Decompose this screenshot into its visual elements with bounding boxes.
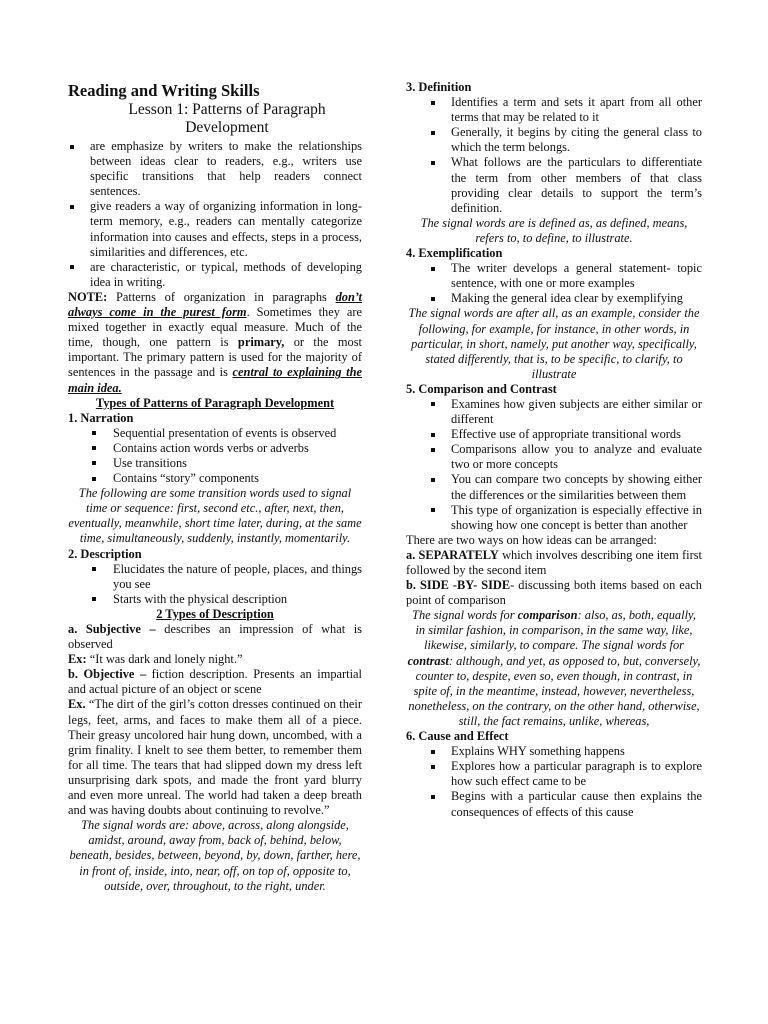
description-types-heading: 2 Types of Description: [156, 606, 274, 621]
list-item: You can compare two concepts by showing either the differences or the similarities between them: [406, 472, 702, 502]
separately-label: a. SEPARATELY: [406, 547, 499, 562]
right-column: [406, 80, 702, 820]
objective-paragraph: [68, 667, 362, 697]
note-paragraph: [68, 290, 362, 396]
lesson-title: Lesson 1: Patterns of Paragraph Development: [128, 101, 326, 136]
exemplification-signal-words: The signal words are after all, as an example, consider the following, for example, for instance, in other words, in particular, in short, namely, put another way, specifically, stated differently, that is, to be specific, to clarify, to illustrate: [408, 306, 700, 381]
side-by-side-label: b. SIDE -BY- SIDE: [406, 578, 511, 593]
example-text: “The dirt of the girl’s cotton dresses continued on their legs, feet, arms, and faces to make them all of a piece. Their greasy uncolored hair hung down, uncombed, with a grim finality. I knelt to see them better, to remember them for all time. The tears that had slipped down my dress left unsurprising dark spots, and made the front yard blurry and even more unreal. The world had taken a deep breath and was having doubts about continuing to revolve.”: [68, 697, 362, 818]
narration-bullet-list: [68, 426, 362, 486]
example-one: [68, 652, 362, 667]
list-item: This type of organization is especially effective in showing how one concept is better than another: [406, 503, 702, 533]
list-item: Use transitions: [68, 456, 362, 471]
list-item: are characteristic, or typical, methods of developing idea in writing.: [68, 260, 362, 290]
note-label: NOTE:: [68, 289, 108, 304]
list-item: Contains action words verbs or adverbs: [68, 441, 362, 456]
narration-heading: 1. Narration: [68, 410, 134, 425]
description-heading: 2. Description: [68, 546, 142, 561]
intro-bullet-list: [68, 139, 362, 290]
signal-text: : although, and yet, as opposed to, but, conversely, counter to, despite, even so, even though, in contrast, in spite of, in the meantime, instead, however, nevertheless, nonetheless, on the contrary, on the other hand, otherwise, still, the fact remains, unlike, whereas,: [408, 653, 701, 728]
list-item: What follows are the particulars to differentiate the term from other members of that class providing clear details to support the term’s definition.: [406, 155, 702, 215]
side-by-side-paragraph: [406, 578, 702, 608]
list-item: Explains WHY something happens: [406, 744, 702, 759]
note-primary: primary,: [237, 335, 285, 350]
example-text: “It was dark and lonely night.”: [86, 652, 243, 667]
exemplification-heading: 4. Exemplification: [406, 246, 503, 261]
list-item: Identifies a term and sets it apart from all other terms that may be related to it: [406, 95, 702, 125]
list-item: Elucidates the nature of people, places, and things you see: [68, 562, 362, 592]
left-column: [68, 80, 362, 894]
example-label: Ex:: [68, 652, 87, 667]
list-item: Sequential presentation of events is observed: [68, 426, 362, 441]
note-text: . Sometimes they are mixed together in exactly equal measure. Much of the time, though, one pattern is: [68, 305, 362, 350]
arrangement-intro: There are two ways on how ideas can be arranged:: [406, 532, 657, 547]
comparison-signal-words: [406, 608, 702, 729]
subjective-label: a. Subjective –: [68, 622, 156, 636]
signal-text: : also, as, both, equally, in similar fashion, in comparison, in the same way, like, likewise, similarly, to compare. The signal words for: [415, 608, 696, 653]
note-text: or the most important. The primary pattern is used for the majority of sentences in the passage and is: [68, 335, 362, 380]
definition-bullet-list: [406, 95, 702, 216]
side-by-side-text: - discussing both items based on each point of comparison: [406, 578, 702, 608]
separately-paragraph: [406, 548, 702, 578]
list-item: Generally, it begins by citing the general class to which the term belongs.: [406, 125, 702, 155]
list-item: are emphasize by writers to make the relationships between ideas clear to readers, e.g., writers use specific transitions that help readers connect sentences.: [68, 139, 362, 199]
cause-effect-heading: 6. Cause and Effect: [406, 729, 509, 744]
list-item: Effective use of appropriate transitional words: [406, 427, 702, 442]
list-item: Making the general idea clear by exemplifying: [406, 291, 702, 306]
list-item: Begins with a particular cause then explains the consequences of effects of this cause: [406, 789, 702, 819]
document-title: Reading and Writing Skills: [68, 81, 260, 100]
cause-effect-bullet-list: [406, 744, 702, 819]
definition-signal-words: The signal words are is defined as, as defined, means, refers to, to define, to illustrate.: [420, 215, 688, 245]
separately-text: which involves describing one item first followed by the second item: [406, 547, 702, 577]
list-item: give readers a way of organizing information in long-term memory, e.g., readers can mentally categorize information into causes and effects, steps in a process, similarities and differences, etc.: [68, 199, 362, 259]
note-emphasis: central to explaining the main idea.: [68, 365, 362, 395]
signal-keyword: contrast: [407, 653, 449, 668]
note-emphasis: don’t always come in the purest form: [68, 289, 362, 320]
list-item: Comparisons allow you to analyze and evaluate two or more concepts: [406, 442, 702, 472]
signal-text: The signal words for: [412, 608, 518, 623]
subjective-paragraph: [68, 622, 362, 652]
note-text: Patterns of organization in paragraphs: [107, 289, 336, 304]
example-two: [68, 697, 362, 818]
comparison-bullet-list: [406, 397, 702, 533]
example-label: Ex.: [68, 697, 86, 712]
comparison-heading: 5. Comparison and Contrast: [406, 381, 557, 396]
definition-heading: 3. Definition: [406, 80, 472, 94]
objective-label: b. Objective –: [68, 667, 147, 682]
types-heading: Types of Patterns of Paragraph Development: [95, 395, 335, 410]
signal-keyword: comparison: [517, 608, 578, 623]
objective-text: fiction description. Presents an impartial and actual picture of an object or scene: [68, 667, 362, 697]
narration-signal-words: The following are some transition words used to signal time or sequence: first, second etc., after, next, then, eventually, meanwhile, short time later, during, at the same time, simultaneously, suddenly, instantly, momentarily.: [68, 486, 362, 546]
subjective-text: describes an impression of what is observed: [68, 622, 362, 652]
exemplification-bullet-list: [406, 261, 702, 306]
list-item: Contains “story” components: [68, 471, 362, 486]
list-item: The writer develops a general statement- topic sentence, with one or more examples: [406, 261, 702, 291]
list-item: Examines how given subjects are either similar or different: [406, 397, 702, 427]
list-item: Explores how a particular paragraph is to explore how such effect came to be: [406, 759, 702, 789]
list-item: Starts with the physical description: [68, 592, 362, 607]
description-bullet-list: [68, 562, 362, 607]
description-signal-words: The signal words are: above, across, along alongside, amidst, around, away from, back of, behind, below, beneath, besides, between, beyond, by, down, farther, here, in front of, inside, into, near, off, on top of, opposite to, outside, over, throughout, to the right, under.: [69, 818, 361, 893]
